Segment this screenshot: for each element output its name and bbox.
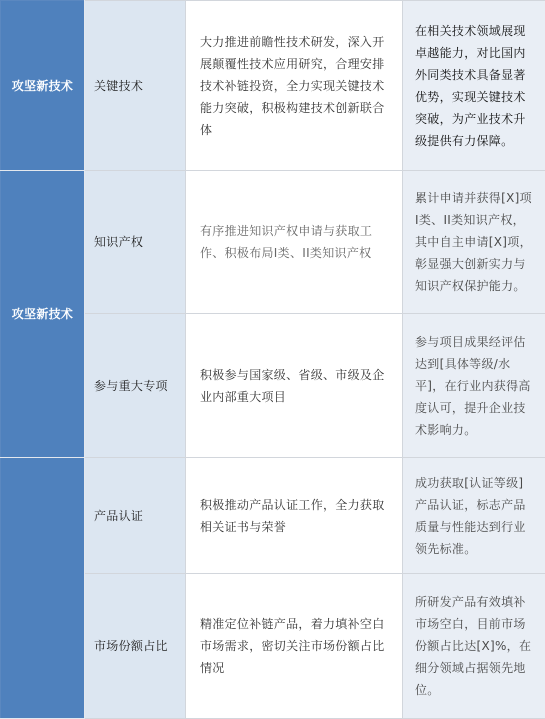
description-cell <box>186 458 403 574</box>
goal-cell <box>403 171 545 314</box>
goal-cell <box>403 314 545 458</box>
goal-text: 累计申请并获得[X]项I类、II类知识产权，其中自主申请[X]项，彰显强大创新实力与知识产权保护能力。 <box>415 187 535 297</box>
category-cell: 攻坚新技术 <box>1 1 85 171</box>
item-cell: 市场份额占比 <box>85 574 186 719</box>
description-cell <box>186 314 403 458</box>
description-text: 有序推进知识产权申请与获取工作、积极布局I类、II类知识产权 <box>200 220 388 264</box>
description-text: 大力推进前瞻性技术研发，深入开展颠覆性技术应用研究，合理安排技术补链投资，全力实现关键技术能力突破，积极构建技术创新联合体 <box>200 31 388 141</box>
category-cell-empty <box>1 458 85 719</box>
goal-text: 所研发产品有效填补市场空白，目前市场份额占比达[X]%，在细分领域占据领先地位。 <box>415 591 535 701</box>
item-cell: 产品认证 <box>85 458 186 574</box>
goal-text: 在相关技术领域展现卓越能力，对比国内外同类技术具备显著优势，实现关键技术突破，为产业技术升级提供有力保障。 <box>415 20 535 152</box>
table-row <box>1 1 545 171</box>
goal-text: 成功获取[认证等级]产品认证，标志产品质量与性能达到行业领先标准。 <box>415 472 535 560</box>
goal-cell <box>403 458 545 574</box>
table-row <box>1 171 545 314</box>
table-row <box>1 458 545 574</box>
category-cell: 攻坚新技术 <box>1 171 85 458</box>
description-text: 积极参与国家级、省级、市级及企业内部重大项目 <box>200 364 388 408</box>
item-cell: 关键技术 <box>85 1 186 171</box>
goal-cell <box>403 1 545 171</box>
description-cell <box>186 171 403 314</box>
item-cell: 参与重大专项 <box>85 314 186 458</box>
description-text: 积极推动产品认证工作，全力获取相关证书与荣誉 <box>200 494 388 538</box>
item-cell: 知识产权 <box>85 171 186 314</box>
goal-cell <box>403 574 545 719</box>
goal-text: 参与项目成果经评估达到[具体等级/水平]，在行业内获得高度认可，提升企业技术影响力。 <box>415 331 535 441</box>
description-cell <box>186 1 403 171</box>
description-cell <box>186 574 403 719</box>
description-text: 精准定位补链产品，着力填补空白市场需求，密切关注市场份额占比情况 <box>200 613 388 679</box>
